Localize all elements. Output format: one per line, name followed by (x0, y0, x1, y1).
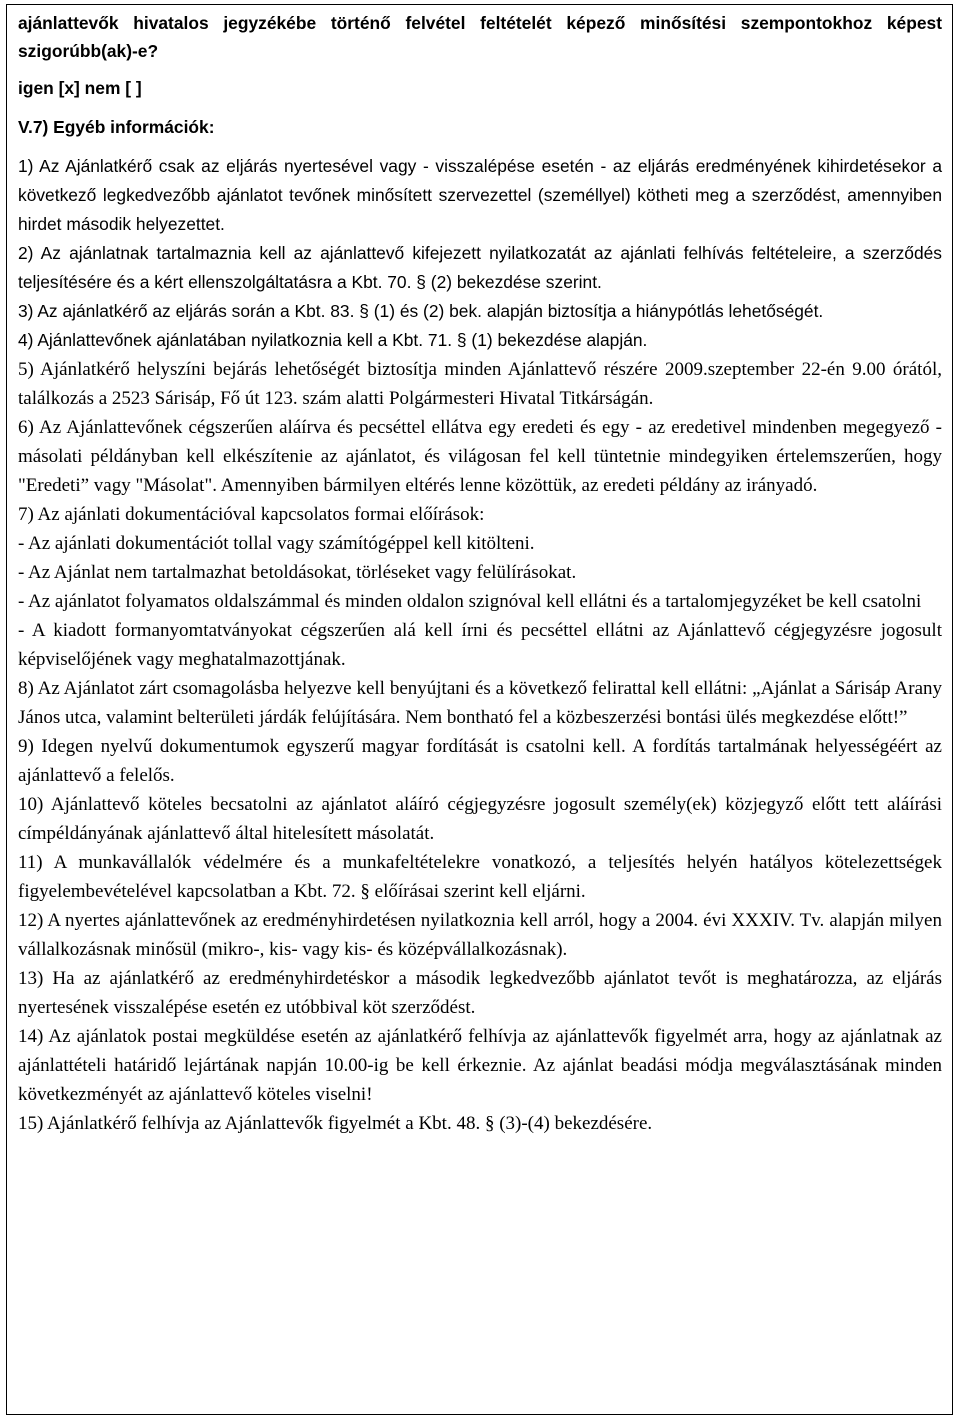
document-page (6, 4, 953, 1415)
paragraph-9: 9) Idegen nyelvű dokumentumok egyszerű magyar fordítását is csatolni kell. A fordítás tartalmának helyességéért az ajánlattevő a felelős. (18, 736, 942, 786)
paragraph-1: 1) Az Ajánlatkérő csak az eljárás nyertesével vagy - visszalépése esetén - az eljárás eredményének kihirdetésekor a következő legkedvezőbb ajánlatot tevőnek minősített szervezettel (személlyel) kötheti meg a szerződést, amennyiben hirdet második helyezettet. (18, 156, 942, 234)
paragraph-3: 3) Az ajánlatkérő az eljárás során a Kbt. 83. § (1) és (2) bek. alapján biztosítja a hiánypótlás lehetőségét. (18, 301, 824, 321)
paragraph-7-item-1: - Az ajánlati dokumentációt tollal vagy számítógéppel kell kitölteni. (18, 533, 535, 554)
paragraph-7-item-3: - Az ajánlatot folyamatos oldalszámmal és minden oldalon szignóval kell ellátni és a tartalomjegyzéket be kell csatolni (18, 591, 922, 612)
paragraph-5: 5) Ajánlatkérő helyszíni bejárás lehetőségét biztosítja minden Ajánlattevő részére 2009.szeptember 22-én 9.00 órától, találkozás a 2523 Sárisáp, Fő út 123. szám alatti Polgármesteri Hivatal Titkárságán. (18, 359, 942, 409)
section-title: V.7) Egyéb információk: (18, 117, 215, 137)
paragraph-11: 11) A munkavállalók védelmére és a munkafeltételekre vonatkozó, a teljesítés helyén hatályos kötelezettségek figyelembevételével kapcsolatban a Kbt. 72. § előírásai szerint kell eljárni. (18, 852, 942, 902)
paragraph-15: 15) Ajánlatkérő felhívja az Ajánlattevők figyelmét a Kbt. 48. § (3)-(4) bekezdésére. (18, 1113, 653, 1134)
yes-no-answer: igen [x] nem [ ] (18, 78, 142, 98)
paragraph-14: 14) Az ajánlatok postai megküldése esetén az ajánlatkérő felhívja az ajánlattevők figyelmét arra, hogy az ajánlatnak az ajánlattételi határidő lejártának napján 10.00-ig be kell érkeznie. Az ajánlat beadási módja megválasztásának minden következményét az ajánlattevő köteles viselni! (18, 1026, 942, 1105)
paragraph-13: 13) Ha az ajánlatkérő az eredményhirdetéskor a második legkedvezőbb ajánlatot tevőt is meghatározza, az eljárás nyertesének visszalépése esetén ez utóbbival köt szerződést. (18, 968, 942, 1018)
paragraph-4: 4) Ajánlattevőnek ajánlatában nyilatkoznia kell a Kbt. 71. § (1) bekezdése alapján. (18, 330, 648, 350)
paragraph-2: 2) Az ajánlatnak tartalmaznia kell az ajánlattevő kifejezett nyilatkozatát az ajánlati felhívás feltételeire, a szerződés teljesítésére és a kért ellenszolgáltatásra a Kbt. 70. § (2) bekezdése szerint. (18, 243, 942, 292)
paragraph-list (18, 152, 942, 1138)
paragraph-7-item-2: - Az Ajánlat nem tartalmazhat betoldásokat, törléseket vagy felülírásokat. (18, 562, 577, 583)
paragraph-10: 10) Ajánlattevő köteles becsatolni az ajánlatot aláíró cégjegyzésre jogosult személy(ek) közjegyző előtt tett aláírási címpéldányának ajánlattevő által hitelesített másolatát. (18, 794, 942, 844)
paragraph-12: 12) A nyertes ajánlattevőnek az eredményhirdetésen nyilatkoznia kell arról, hogy a 2004. évi XXXIV. Tv. alapján milyen vállalkozásnak minősül (mikro-, kis- vagy kis- és középvállalkozásnak). (18, 910, 942, 960)
paragraph-7: 7) Az ajánlati dokumentációval kapcsolatos formai előírások: (18, 504, 485, 525)
paragraph-8: 8) Az Ajánlatot zárt csomagolásba helyezve kell benyújtani és a következő felirattal kell ellátni: „Ajánlat a Sárisáp Arany János utca, valamint belterületi járdák felújítására. Nem bontható fel a közbeszerzési bontási ülés megkezdése előtt!” (18, 678, 942, 728)
paragraph-6: 6) Az Ajánlattevőnek cégszerűen aláírva és pecséttel ellátva egy eredeti és egy - az eredetivel mindenben megegyező - másolati példányban kell elkészítenie az ajánlatot, és világosan fel kell tüntetnie mindegyiken értelemszerűen, hogy "Eredeti” vagy "Másolat". Amennyiben bármilyen eltérés lenne közöttük, az eredeti példány az irányadó. (18, 417, 942, 496)
question-text: ajánlattevők hivatalos jegyzékébe történő felvétel feltételét képező minősítési szempontokhoz képest szigorúbb(ak)-e? (18, 13, 942, 61)
paragraph-7-item-4: - A kiadott formanyomtatványokat cégszerűen alá kell írni és pecséttel ellátni az Ajánlattevő cégjegyzésre jogosult képviselőjének vagy meghatalmazottjának. (18, 620, 942, 670)
